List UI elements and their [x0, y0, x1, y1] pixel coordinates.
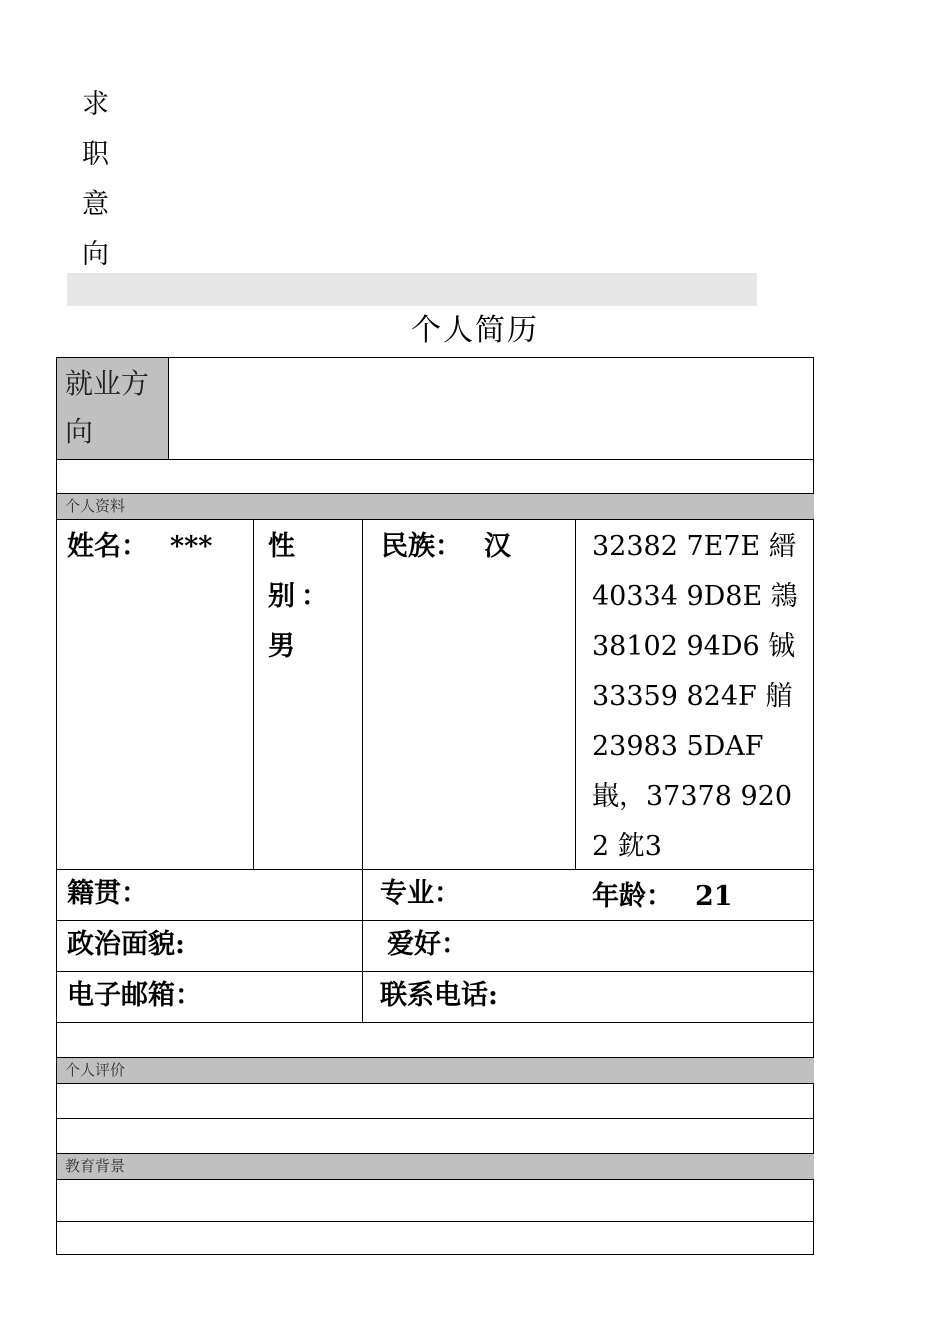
section-label-education: 教育背景: [57, 1153, 814, 1180]
education-row[interactable]: [57, 1179, 814, 1221]
native-place-field: 籍贯：: [57, 869, 363, 920]
education-row[interactable]: [57, 1221, 814, 1254]
resume-table: [56, 357, 814, 1255]
gender-value: 男: [268, 631, 295, 662]
blank-row: [57, 1118, 814, 1153]
job-direction-label: 就业方向: [57, 358, 169, 459]
self-evaluation-row[interactable]: [57, 1083, 814, 1118]
heading-char: 求: [82, 89, 109, 120]
ethnicity-cell: [362, 519, 576, 869]
section-label-self-evaluation: 个人评价: [57, 1057, 814, 1084]
gender-cell: [253, 519, 363, 869]
hobbies-field: 爱好：: [362, 920, 814, 971]
ethnicity-value: 汉: [484, 531, 511, 562]
major-field: 专业：: [362, 869, 814, 920]
political-status-field: 政治面貌:: [57, 920, 363, 971]
blank-row: [57, 1022, 814, 1057]
age-value: 21: [695, 881, 733, 912]
gender-label: 性别：: [268, 531, 334, 612]
job-intention-vertical-heading: [82, 80, 118, 280]
email-field: 电子邮箱：: [57, 971, 363, 1022]
header-band: [67, 273, 757, 306]
heading-char: 意: [82, 189, 109, 220]
name-value: ***: [170, 531, 213, 562]
name-label: 姓名：: [67, 531, 148, 562]
garbled-text: 32382 7E7E 縉40334 9D8E 鶎38102 94D6 铖33359 824F 艏23983 5DAF 嶯，37378 9202 鈂3: [592, 531, 798, 862]
page-title: 个人简历: [411, 313, 539, 348]
name-cell: [57, 519, 254, 869]
heading-char: 向: [82, 239, 109, 270]
phone-field: 联系电话:: [362, 971, 814, 1022]
id-age-cell: [575, 519, 814, 912]
job-direction-value[interactable]: [168, 358, 814, 459]
section-label-personal-info: 个人资料: [57, 493, 814, 520]
blank-row: [57, 459, 814, 493]
age-label: 年龄：: [592, 881, 673, 912]
ethnicity-label: 民族：: [381, 531, 462, 562]
heading-char: 职: [82, 139, 109, 170]
